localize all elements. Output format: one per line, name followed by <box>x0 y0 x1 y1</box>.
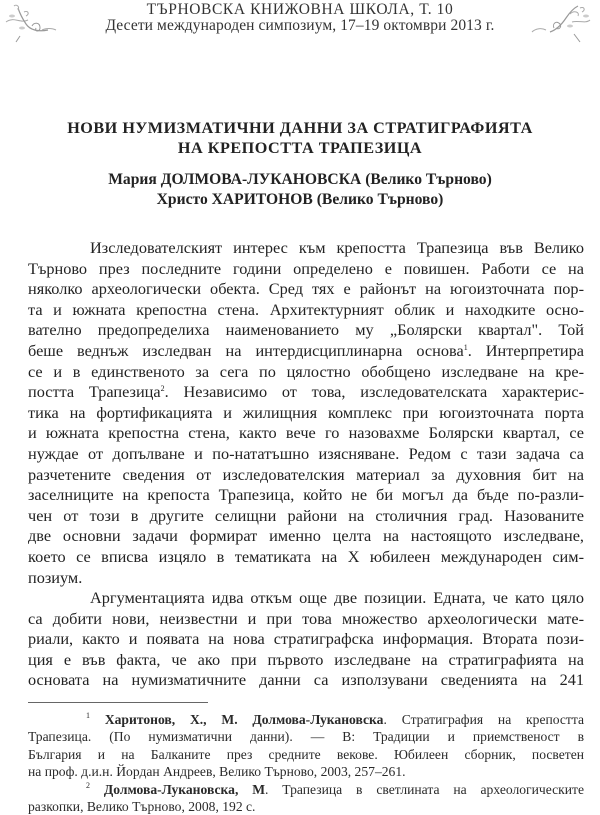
body-line: са добити нови, неизвестни и при това множество археологически мате- <box>28 608 584 628</box>
author-1-affiliation: (Велико Търново) <box>365 171 492 188</box>
title-line-1: НОВИ НУМИЗМАТИЧНИ ДАННИ ЗА СТРАТИГРАФИЯТА <box>67 119 533 137</box>
body-line: беше веднъж изследван на интердисциплинарна основа$^1$. Интерпретира <box>28 340 584 360</box>
footnote-line: $^1$ Харитонов, Х., М. Долмова-Лукановска. Стратиграфия на крепостта <box>86 711 585 727</box>
authors-block <box>0 170 600 210</box>
body-line: тика на фортификацията и жилищния комплекс при югоизточната порта <box>28 402 584 422</box>
running-header <box>0 0 600 48</box>
body-line: и южната крепостна стена, както вече го назовахме Болярски квартал, се <box>28 423 584 443</box>
body-line: та и южната крепостна стена. Архитектурният облик и находките осно- <box>28 299 584 319</box>
footnote-authors: Долмова-Лукановска, М <box>103 781 266 797</box>
footnote-ref-2[interactable]: 2 <box>160 384 165 394</box>
footnote-line: на проф. д.и.н. Йордан Андреев, Велико Търново, 2003, 257–261. <box>28 764 406 780</box>
body-line: ция е във факта, че ако при първото изследване на стратиграфията на <box>28 649 584 669</box>
floral-ornament-right-icon <box>526 2 596 46</box>
author-2-name: Христо ХАРИТОНОВ <box>156 191 313 208</box>
body-line: Изследователският интерес към крепостта Трапезица във Велико <box>90 238 584 257</box>
footnote-ref-1[interactable]: 1 <box>463 342 468 352</box>
body-line: нуждае от допълване и по-нататъшно изясняване. Редом с тази задача са <box>28 443 584 463</box>
footnotes <box>28 711 584 815</box>
body-line: чен от този в другите селищни райони на столичния град. Назованите <box>28 505 584 525</box>
footnote-line: България и на Балканите през средните векове. Юбилеен сборник, посветен <box>28 746 584 762</box>
author-2 <box>0 190 600 210</box>
body-line: постта Трапезица$^2$. Независимо от това, изследователската характерис- <box>28 382 584 402</box>
article-title <box>0 118 600 158</box>
footnote-line: $^2$ Долмова-Лукановска, М. Трапезица в светлината на археологическите <box>86 780 584 797</box>
author-1 <box>0 170 600 190</box>
journal-title: ТЪРНОВСКА КНИЖОВНА ШКОЛА, Т. 10 <box>146 1 454 18</box>
body-line: разчетените сведения от изследователския материал за духовния бит на <box>28 464 584 484</box>
symposium-line: Десети международен симпозиум, 17–19 октомври 2013 г. <box>105 17 495 34</box>
title-line-2: НА КРЕПОСТТА ТРАПЕЗИЦА <box>177 139 423 157</box>
paragraph-2 <box>28 588 584 691</box>
footnote-number: 2 <box>86 780 90 790</box>
body-line: вателно предопределиха наименованието му „Болярски квартал". Той <box>28 320 584 340</box>
footnote-divider <box>28 702 208 703</box>
body-line: две основни задачи формират именно целта на настоящото изследване, <box>28 526 584 546</box>
body-line: Аргументацията идва откъм още две позиции. Едната, че като цяло <box>90 588 584 608</box>
article-body <box>28 238 584 691</box>
body-line: се и в единственото за сега по цялостно обобщено изследване на кре- <box>28 361 584 381</box>
footnote-authors: Харитонов, Х., М. Долмова-Лукановска <box>104 712 384 727</box>
footnote-line: Трапезица. (По нумизматични данни). — В: Традиции и приемственост в <box>28 729 584 745</box>
paragraph-1 <box>28 238 584 588</box>
body-line: което се вписва изцяло в тематиката на X юбилеен международен сим- <box>28 546 584 566</box>
author-1-name: Мария ДОЛМОВА-ЛУКАНОВСКА <box>108 171 362 188</box>
body-line: заселниците на крепоста Трапезица, който не би могъл да бъде по-разли- <box>28 485 584 505</box>
footnote-line: разкопки, Велико Търново, 2008, 192 с. <box>28 799 256 815</box>
footnote-number: 1 <box>86 711 90 720</box>
body-line: риали, както и появата на нова стратиграфска информация. Втората пози- <box>28 629 584 649</box>
body-line: Търново през последните години определено е повишен. Работи се на <box>28 258 584 278</box>
body-line: няколко археологически обекта. Сред тях е районът на югоизточната пор- <box>28 279 584 299</box>
footnote-1 <box>28 711 584 781</box>
body-line: основата на нумизматичните данни са използувани сведенията на 241 <box>28 670 584 690</box>
body-line: позиум. <box>28 567 83 587</box>
footnote-2 <box>28 781 584 815</box>
author-2-affiliation: (Велико Търново) <box>316 191 444 208</box>
